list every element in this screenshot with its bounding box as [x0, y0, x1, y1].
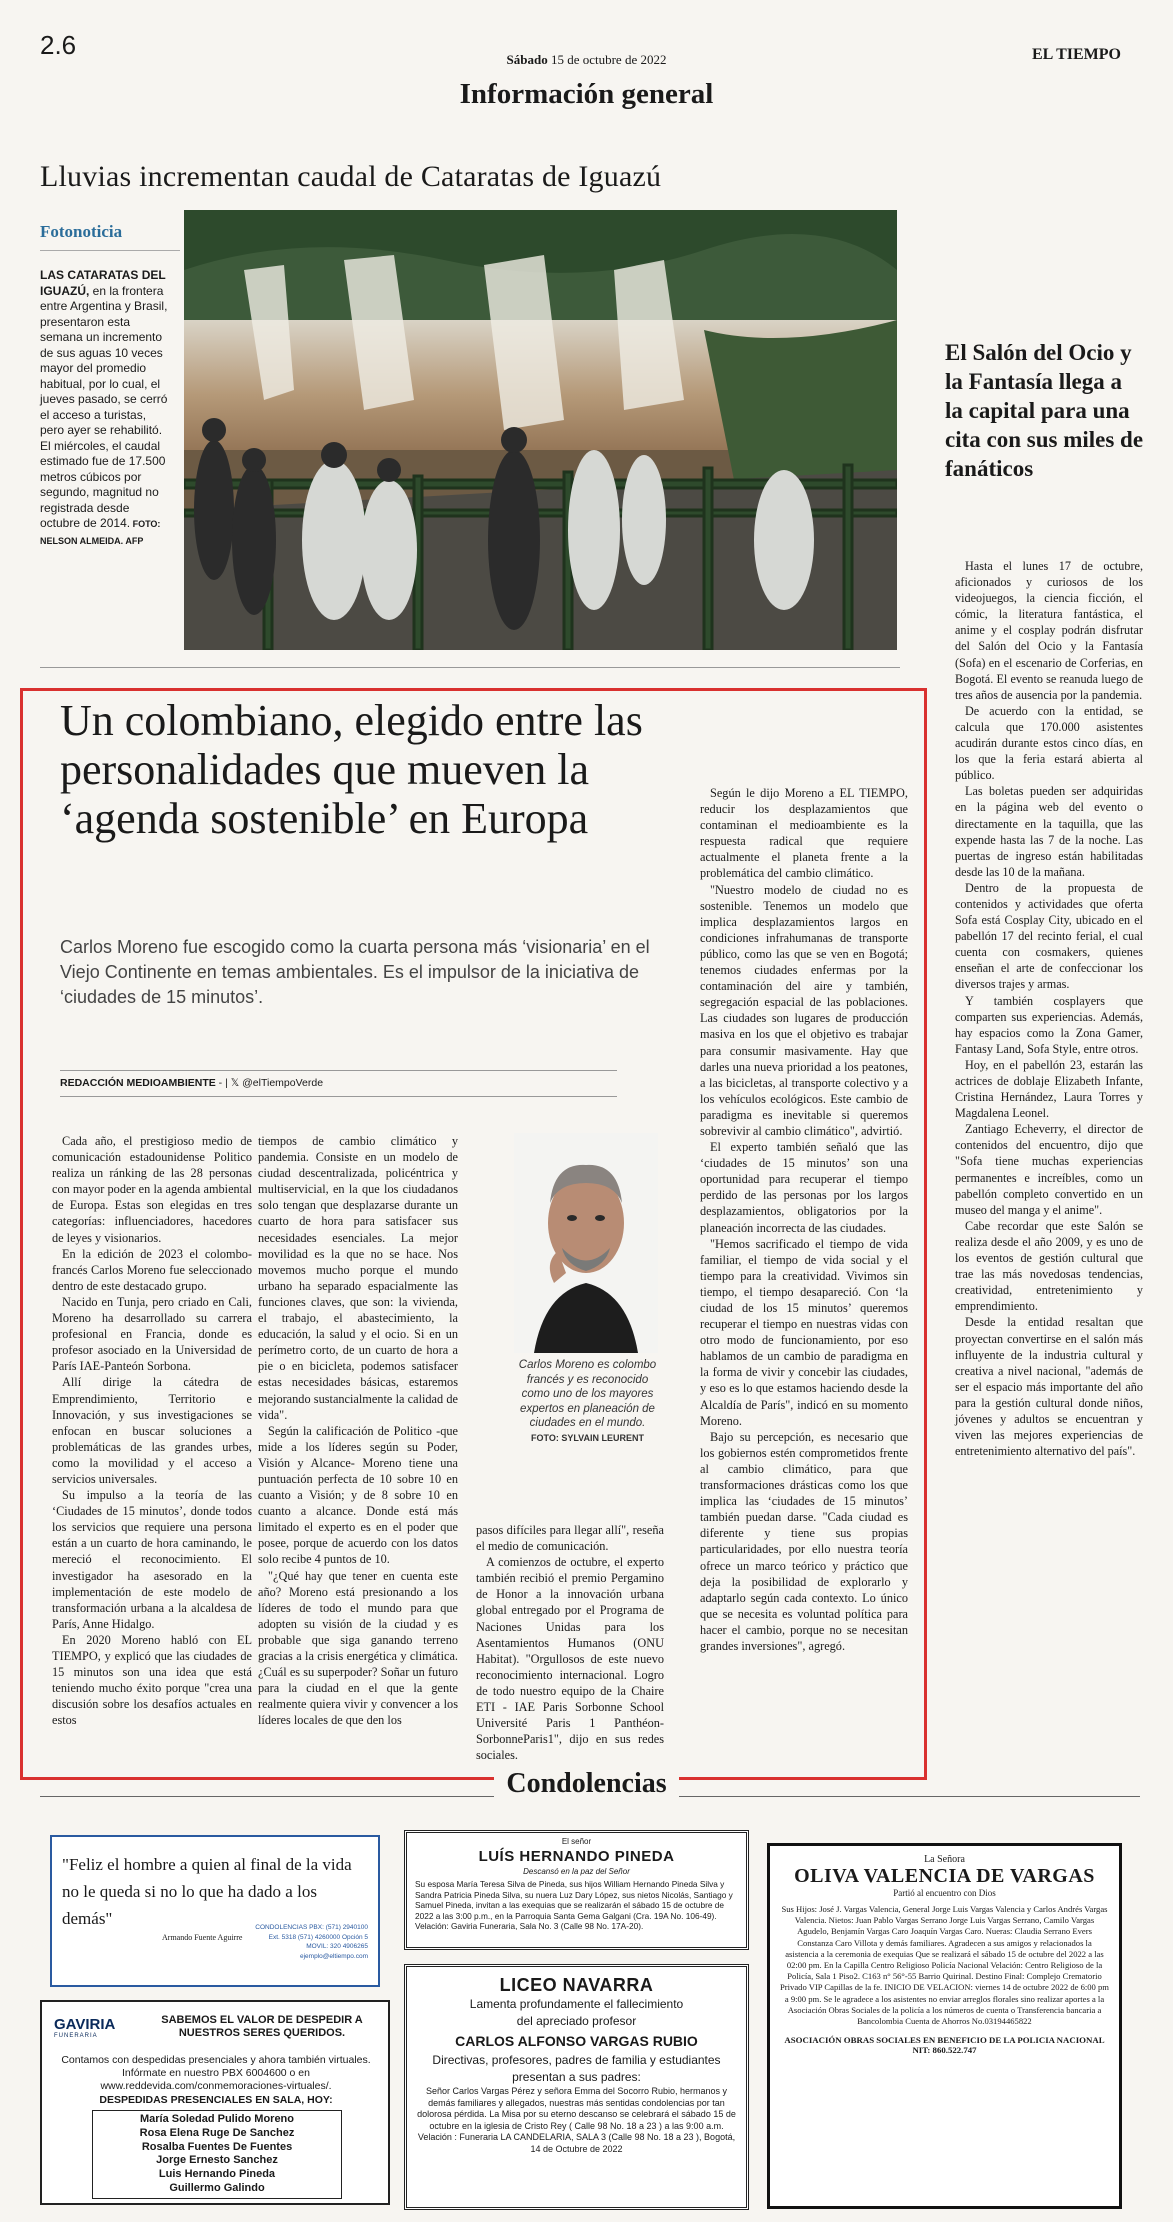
oliva-sub: Partió al encuentro con Dios	[893, 1888, 996, 1898]
article-paragraph: pasos difíciles para llegar allí", reseña el medio de comunicación.	[476, 1523, 664, 1554]
gaviria-names-list	[92, 2110, 342, 2199]
article-paragraph: En 2020 Moreno habló con EL TIEMPO, y explicó que las ciudades de 15 minutos son una idea que está teniendo mucho éxito porque "crea una discusión sobre los desafíos actuales en estos	[52, 1632, 252, 1728]
article-paragraph: "Hemos sacrificado el tiempo de vida familiar, el tiempo de vida social y el tiempo para la creatividad. Vivimos sin tiempo, el tiempo desapareció. Con ‘la ciudad de los 15 minutos’ queremos recuperar el tiempo en nuestras vidas con otro modo de funcionamiento, por eso hablamos de un cambio de paradigma en la forma de vivir y concebir las ciudades, y eso es lo que estamos haciendo desde la Alcaldía de París", indicó en su momento Moreno.	[700, 1236, 908, 1428]
portrait-caption-credit: FOTO: SYLVAIN LEURENT	[530, 1432, 644, 1443]
list-item: Rosalba Fuentes De Fuentes	[141, 2140, 293, 2153]
list-item: Luis Hernando Pineda	[158, 2168, 276, 2181]
oliva-notice	[767, 1843, 1122, 2209]
section-title: Información general	[459, 78, 714, 110]
photo-story-label: Fotonoticia	[40, 222, 123, 241]
article-paragraph: "¿Qué hay que tener en cuenta este año? Moreno está presionando a los líderes de todo el mundo para que adopten su visión de la ciudad y es probable que siga ganando terreno gracias a la crisis energética y climática. ¿Cuál es su superpoder? Soñar un futuro para la ciudad en el que la gente realmente quiera vivir y convencer a los líderes locales de que den los	[258, 1568, 458, 1728]
liceo-line: Lamenta profundamente el fallecimiento	[469, 1997, 684, 2011]
article-paragraph: Su impulso a la teoría de las ‘Ciudades de 15 minutos’, donde todos los servicios que requiere una persona están a un cuarto de hora caminando, le mereció el reconocimiento. El investigador ha asesorado en la implementación de este modelo de transformación urbana a la alcaldesa de París, Anne Hidalgo.	[52, 1488, 252, 1631]
article-column-4	[700, 785, 908, 1654]
gaviria-text: Contamos con despedidas presenciales y ahora también virtuales. Infórmate en nuestro PBX 6004600 o en www.reddevida.com/conmemoraciones-virtuales/.	[61, 2054, 371, 2092]
quote-contacts: CONDOLENCIAS PBX: (571) 2940100 Ext. 5318 (571) 4260000 Opción 5 MOVIL: 320 4906265 ejemplo@eltiempo.com	[255, 1924, 368, 1960]
photo-story-headline: Lluvias incrementan caudal de Cataratas de Iguazú	[40, 160, 662, 193]
photo-caption-lead: LAS CATARATAS DEL IGUAZÚ,	[40, 268, 166, 298]
article-paragraph: Allí dirige la cátedra de Emprendimiento, Territorio e Innovación, y sus investigaciones se enfocan en buscar soluciones a problemáticas de las grandes urbes, como la movilidad y el acceso a servicios universales.	[52, 1375, 252, 1486]
gaviria-logo-text: GAVIRIA	[54, 2016, 116, 2033]
quote-author: Armando Fuente Aguirre	[162, 1933, 243, 1942]
photo-story-caption	[40, 268, 172, 549]
pineda-name: LUÍS HERNANDO PINEDA	[478, 1848, 675, 1865]
gaviria-notice	[40, 2000, 390, 2205]
pineda-notice	[404, 1830, 749, 1950]
photo-caption-credit: FOTO: NELSON ALMEIDA. AFP	[40, 519, 161, 546]
list-item: María Soledad Pulido Moreno	[139, 2113, 295, 2125]
article-headline: Un colombiano, elegido entre las personalidades que mueven la ‘agenda sostenible’ en Europa	[60, 696, 643, 843]
sidebar-paragraph: Y también cosplayers que comparten sus experiencias. Además, hay espacios como la Zona Gamer, Fantasy Land, Sofa Style, entre otros.	[955, 993, 1143, 1056]
quote-notice	[50, 1835, 380, 1987]
section-divider	[40, 667, 900, 668]
carlos-moreno-portrait	[514, 1133, 658, 1353]
issue-date-rest: 15 de octubre de 2022	[550, 52, 667, 67]
article-column-2	[258, 1133, 458, 1728]
article-paragraph: Bajo su percepción, es necesario que los gobiernos estén comprometidos frente al cambio climático, para que transformaciones drásticas como los que implica las ‘ciudades de 15 minutos’ también puedan darse. "Cada ciudad es diferente y tiene sus propias particularidades, por ello nuestra teoría ofrece un marco teórico y práctico que deja la posibilidad de explorarlo y adaptarlo según cada contexto. Lo único que se necesita es voluntad política para hacer el cambio, porque no se necesitan grandes inversiones", agregó.	[700, 1429, 908, 1653]
article-paragraph: Según le dijo Moreno a EL TIEMPO, reducir los desplazamientos que contaminan el medioambiente es la respuesta radical que requiere actualmente el planeta frente a la problemática del cambio climático.	[700, 786, 908, 881]
photo-story-label-rule	[40, 250, 180, 251]
oliva-name: OLIVA VALENCIA DE VARGAS	[794, 1865, 1095, 1887]
page-number: 2.6	[40, 30, 77, 60]
sidebar-paragraph: Las boletas pueden ser adquiridas en la página web del evento o directamente en la taquilla, que las expende hasta las 7 de la noche. Las puertas de ingreso están habilitadas desde las 10 de la mañana.	[955, 784, 1143, 879]
portrait-image	[514, 1133, 658, 1353]
oliva-association: ASOCIACIÓN OBRAS SOCIALES EN BENEFICIO DE LA POLICIA NACIONAL NIT: 860.522.747	[784, 2035, 1105, 2056]
article-column-1	[52, 1133, 252, 1728]
oliva-pre: La Señora	[924, 1854, 965, 1865]
condolencias-title	[0, 1768, 1173, 1800]
newspaper-brand: EL TIEMPO	[1031, 46, 1121, 63]
byline-rule	[60, 1096, 617, 1097]
sidebar-paragraph: De acuerdo con la entidad, se calcula que 170.000 asistentes acudirán durante estos cinco días, en los que la feria estará abierta al público.	[955, 703, 1143, 783]
pineda-body: Su esposa María Teresa Silva de Pineda, sus hijos William Hernando Pineda Silva y Sandra Patricia Pineda Silva, su nuera Luz Dary López, sus nietos Nicolás, Santiago y Samuel Pineda, invitan a las exequias que se realizarán el sábado 15 de octubre de 2022 a las 3:00 p.m., en la Parroquia Santa Gema Galgani (Cra. 19A No. 106-49). Velación: Gaviria Funeraria, Sala No. 3 (Calle 98 No. 17A-20).	[415, 1879, 733, 1931]
gaviria-logo	[54, 2016, 115, 2039]
liceo-name: CARLOS ALFONSO VARGAS RUBIO	[455, 2033, 698, 2049]
sidebar-paragraph: Hoy, en el pabellón 23, estarán las actrices de doblaje Elizabeth Infante, Cristina Hernández, Laura Torres y Magdalena Leonel.	[955, 1057, 1143, 1121]
liceo-body: Señor Carlos Vargas Pérez y señora Emma del Socorro Rubio, hermanos y demás familiares y allegados, nuestras más sentidas condolencias por tan dolorosa pérdida. La Misa por su eterno descanso se celebrará el sábado 15 de octubre en la iglesia de Cristo Rey ( Calle 98 No. 18 a 23 ) a las 9:00 a.m. Velación : Funeraria LA CANDELARIA, SALA 3 (Calle 98 No. 18 a 23 ), Bogotá, 14 de Octubre de 2022	[417, 2086, 736, 2154]
article-paragraph: Nacido en Tunja, pero criado en Cali, Moreno ha desarrollado su carrera profesional en Francia, donde es profesor asociado en la Universidad de París IAE-Panteón Sorbona.	[52, 1294, 252, 1374]
issue-date-day: Sábado	[506, 52, 548, 67]
oliva-body: Sus Hijos: José J. Vargas Valencia, General Jorge Luis Vargas Valencia y Carlos Andrés Vargas Valencia. Nietos: Juan Pablo Vargas Serrano Jorge Luis Vargas Serrano, Camilo Vargas Agudelo, Benjamín Vargas Caro Joaquín Vargas Caro. Nueras: Claudia Serrano Evers Constanza Caro Villota y demás familiares. Agradecen a sus amigos y relacionados la asistencia a la ceremonia de exequias Que se realizará el sábado 15 de octubre del 2022 a las 02:00 pm. En la Capilla Centro Religioso Policía Nacional Velación: Centro Religioso de la Policía, Sala 1 Piso2. C163 n° 56°-55 Barrio Quirinal. Destino Final: Complejo Crematorio Privado VIP Capillas de la fe. INICIO DE VELACION: viernes 14 de octubre 2022 de 6:00 pm a 9:00 pm. Se le agradece a los asistentes no enviar arreglos florales sino realizar aportes a la Asociación Obras Sociales de la policía a los números de cuenta o Transferencia bancaria a Bancolombia Cuenta de Ahorros No.03194465822	[780, 1904, 1109, 2027]
article-paragraph: Según la calificación de Politico -que mide a los líderes según su Poder, Visión y Alcance- Moreno tiene una puntuación perfecta de 10 sobre 10 en cuanto a Visión; y de 8 sobre 10 en cuanto a alcance. Donde está más limitado el experto es en el poder que posee, porque de acuerdo con los datos solo recibe 4 puntos de 10.	[258, 1423, 458, 1567]
quote-text: "Feliz el hombre a quien al final de la vida no le queda si no lo que ha dado a los demás"	[62, 1855, 352, 1928]
issue-date	[0, 52, 1173, 68]
byline-rule	[60, 1070, 617, 1071]
sidebar-paragraph: Cabe recordar que este Salón se realiza desde el año 2009, y es uno de los eventos de gestión cultural que trae las más novedosas tendencias, creatividad, entretenimiento y emprendimiento.	[955, 1218, 1143, 1314]
sidebar-paragraph: Hasta el lunes 17 de octubre, aficionados y curiosos de los videojuegos, la ciencia ficción, el cómic, la literatura fantástica, el anime y el cosplay podrán disfrutar del Salón del Ocio y la Fantasía (Sofa) en el escenario de Corferias, en Bogotá. El evento se reanuda luego de tres años de ausencia por la pandemia.	[955, 559, 1143, 702]
article-paragraph: "Nuestro modelo de ciudad no es sostenible. Tenemos un modelo que implica desplazamientos largos en condiciones infrahumanas de transporte público, como las que se ven en Bogotá; tenemos ciudades enfermas por la contaminación del aire y también, segregación espacial de las poblaciones. Las ciudades son lugares de producción masiva en los que el objetivo es trabajar para consumir masivamente. Hay que darles una nueva prioridad a los peatones, a las bicicletas, al transporte colectivo y a los vehículos ecológicos. Este cambio de paradigma es inevitable si queremos sobrevivir al cambio climático", advirtió.	[700, 882, 908, 1138]
pineda-sub: Descansó en la paz del Señor	[523, 1867, 630, 1876]
gaviria-sala-label: DESPEDIDAS PRESENCIALES EN SALA, HOY:	[99, 2094, 333, 2106]
sidebar-paragraph: Desde la entidad resaltan que proyectan convertirse en el salón más influyente de la industria cultural y creativa a nivel nacional, "además de ser el espacio más importante del año para la gestión cultural donde niños, jóvenes y adultos se encuentran y viven las mejores experiencias de entretenimiento alternativo del país".	[955, 1315, 1143, 1459]
portrait-caption-text: Carlos Moreno es colombo francés y es reconocido como uno de los mayores expertos en planeación de ciudades en el mundo.	[518, 1359, 657, 1429]
byline-twitter-handle[interactable]: @elTiempoVerde	[242, 1077, 324, 1089]
liceo-line: del apreciado profesor	[516, 2014, 637, 2028]
liceo-notice	[404, 1964, 749, 2210]
waterfall-photo	[184, 210, 897, 650]
article-paragraph: A comienzos de octubre, el experto también recibió el premio Pergamino de Honor a la innovación urbana global entregado por el Programa de Naciones Unidas para los Asentamientos Humanos (ONU Habitat). "Orgullosos de este nuevo reconocimiento internacional. Logro de todo nuestro equipo de la Chaire ETI - IAE Paris Sorbonne School Université Paris 1 Panthéon-SorbonneParis1", dijo en sus redes sociales.	[476, 1555, 664, 1763]
article-byline: REDACCIÓN MEDIOAMBIENTE - | 𝕏 @elTiempoVerde	[60, 1077, 324, 1089]
sidebar-paragraph: Zantiago Echeverry, el director de contenidos del encuentro, dijo que "Sofa tiene muchas experiencias permanentes e increíbles, como un pabellón completo convertido en un museo del manga y el anime".	[955, 1122, 1143, 1217]
article-column-3	[476, 1522, 664, 1763]
liceo-title: LICEO NAVARRA	[499, 1975, 654, 1995]
article-paragraph: tiempos de cambio climático y pandemia. Consiste en un modelo de ciudad descentralizada, policéntrica y multiservicial, en la que los ciudadanos solo tengan que desplazarse durante un cuarto de hora para satisfacer sus necesidades esenciales. La mejor movilidad es la que no se hace. Nos movemos mucho porque el mundo urbano ha separado espacialmente las funciones claves, que son: la vivienda, el trabajo, el abastecimiento, la educación, la salud y el ocio. Si en un perímetro corto, de un cuarto de hora a pie o en bicicleta, podemos satisfacer estas necesidades básicas, estaremos mejorando sustancialmente la calidad de vida".	[258, 1134, 458, 1422]
twitter-icon: 𝕏	[230, 1077, 240, 1089]
article-paragraph: En la edición de 2023 el colombo-francés Carlos Moreno fue seleccionado dentro de este destacado grupo.	[52, 1246, 252, 1293]
waterfall-photo-image	[184, 210, 897, 650]
article-deck: Carlos Moreno fue escogido como la cuarta persona más ‘visionaria’ en el Viejo Continente en temas ambientales. Es el impulsor de la iniciativa de ‘ciudades de 15 minutos’.	[60, 937, 650, 1007]
photo-caption-body: en la frontera entre Argentina y Brasil, presentaron esta semana un incremento de sus aguas 10 veces mayor del promedio habitual, por lo cual, el jueves pasado, se cerró el acceso a turistas, pero ayer se rehabilitó. El miércoles, el caudal estimado fue de 17.500 metros cúbicos por segundo, magnitud no registrada desde octubre de 2014.	[40, 283, 168, 530]
gaviria-logo-sub: FUNERARIA	[54, 2033, 98, 2039]
sidebar-paragraph: Dentro de la propuesta de contenidos y actividades que oferta Sofa está Cosplay City, ubicado en el pabellón 17 del recinto ferial, el cual cuenta con cosmakers, quienes enseñan el arte de confeccionar los diversos trajes y armas.	[955, 880, 1143, 992]
list-item: Rosa Elena Ruge De Sanchez	[139, 2126, 295, 2139]
sidebar-body	[955, 558, 1143, 1459]
list-item: Guillermo Galindo	[169, 2181, 265, 2194]
byline-author: REDACCIÓN MEDIOAMBIENTE	[60, 1077, 216, 1089]
article-paragraph: Cada año, el prestigioso medio de comunicación estadounidense Politico realiza un ránking de las 28 personas con mayor poder en la agenda ambiental de Europa. Estas son elegidas en tres categorías: influenciadores, hacedores de leyes y visionarios.	[52, 1134, 252, 1245]
sidebar-headline: El Salón del Ocio y la Fantasía llega a la capital para una cita con sus miles de fanáticos	[945, 340, 1144, 481]
liceo-line: Directivas, profesores, padres de familia y estudiantes presentan a sus padres:	[432, 2053, 721, 2084]
list-item: Jorge Ernesto Sanchez	[156, 2154, 278, 2167]
portrait-caption	[515, 1358, 660, 1445]
gaviria-headline: SABEMOS EL VALOR DE DESPEDIR A NUESTROS SERES QUERIDOS.	[161, 2014, 363, 2039]
article-paragraph: El experto también señaló que las ‘ciudades de 15 minutos’ son una oportunidad para recuperar el tiempo perdido de las personas por los largos desplazamientos, obligatorios por la planeación incorrecta de las ciudades.	[700, 1140, 908, 1235]
pineda-pre: El señor	[561, 1837, 592, 1846]
condolencias-title-text: Condolencias	[494, 1768, 678, 1799]
